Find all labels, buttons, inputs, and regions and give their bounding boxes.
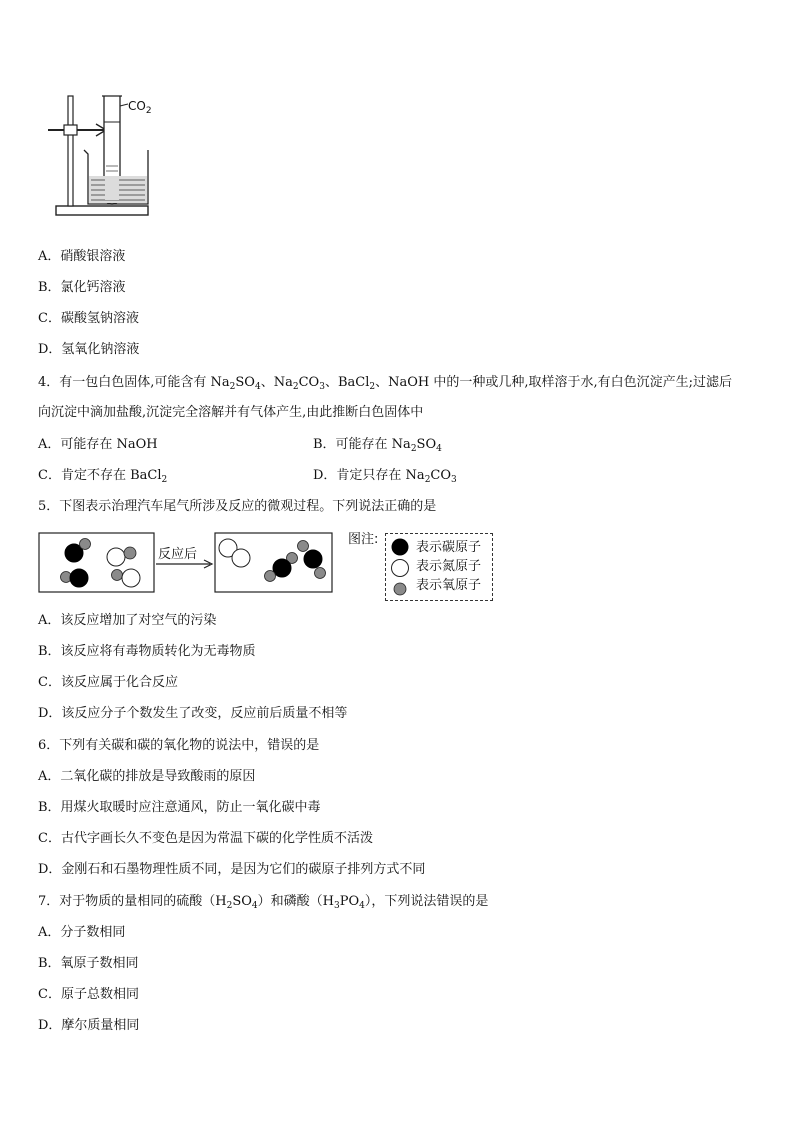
oxygen-atom [265, 571, 276, 582]
co2-label: $CO_2$ [128, 99, 152, 116]
carbon-atom [392, 539, 409, 556]
legend-carbon: 表示碳原子 [416, 540, 482, 555]
q7-option-b: B．氧原子数相同 [38, 956, 139, 971]
q6-option-a: A．二氧化碳的排放是导致酸雨的原因 [38, 769, 256, 784]
q3-option-a: A．硝酸银溶液 [38, 249, 126, 264]
q5-option-a: A．该反应增加了对空气的污染 [38, 613, 217, 628]
q7-option-d: D．摩尔质量相同 [38, 1018, 140, 1033]
oxygen-atom [112, 570, 123, 581]
legend-nitrogen: 表示氮原子 [416, 559, 482, 574]
q6-stem: 6．下列有关碳和碳的氧化物的说法中，错误的是 [38, 738, 320, 753]
nitrogen-atom [122, 569, 140, 587]
legend-title: 图注: [348, 532, 379, 547]
q6-option-c: C．古代字画长久不变色是因为常温下碳的化学性质不活泼 [38, 831, 373, 846]
legend-atoms [385, 533, 415, 599]
q4-option-b: B．可能存在 $Na_2SO_4$ [313, 437, 442, 454]
q4-stem-line1: 4．有一包白色固体,可能含有 $Na_2SO_4$、$Na_2CO_3$、BaCl$_2$、NaOH 中的一种或几种,取样溶于水,有白色沉淀产生;过滤后 [38, 375, 732, 392]
q3-option-b: B．氯化钙溶液 [38, 280, 126, 295]
legend-oxygen: 表示氧原子 [416, 578, 482, 593]
q5-option-c: C．该反应属于化合反应 [38, 675, 178, 690]
oxygen-atom [80, 539, 91, 550]
oxygen-atom [298, 541, 309, 552]
q6-option-b: B．用煤火取暖时应注意通风，防止一氧化碳中毒 [38, 800, 321, 815]
nitrogen-atom [232, 549, 250, 567]
q5-stem: 5．下图表示治理汽车尾气所涉及反应的微观过程。下列说法正确的是 [38, 499, 437, 514]
carbon-atom [304, 550, 322, 568]
q7-stem: 7．对于物质的量相同的硫酸$(H_2SO_4)$和磷酸$(H_3PO_4)$，下列说法错误的是 [38, 894, 489, 911]
oxygen-atom [124, 547, 136, 559]
q3-option-c: C．碳酸氢钠溶液 [38, 311, 139, 326]
q4-option-d: D．肯定只存在 $Na_2CO_3$ [313, 468, 457, 485]
q4-stem-line2: 向沉淀中滴加盐酸,沉淀完全溶解并有气体产生,由此推断白色固体中 [38, 405, 424, 420]
q5-option-b: B．该反应将有毒物质转化为无毒物质 [38, 644, 256, 659]
q7-option-a: A．分子数相同 [38, 925, 126, 940]
oxygen-atom [394, 583, 406, 595]
q3-option-d: D．氢氧化钠溶液 [38, 342, 140, 357]
reaction-diagram [38, 532, 338, 596]
carbon-atom [273, 559, 291, 577]
q4-option-a: A．可能存在 NaOH [38, 437, 158, 452]
q7-option-c: C．原子总数相同 [38, 987, 139, 1002]
q6-option-d: D．金刚石和石墨物理性质不同，是因为它们的碳原子排列方式不同 [38, 862, 426, 877]
nitrogen-atom [107, 548, 125, 566]
carbon-atom [70, 569, 88, 587]
q4-option-c: C．肯定不存在 BaCl$_2$ [38, 468, 168, 485]
oxygen-atom [315, 568, 326, 579]
nitrogen-atom [392, 560, 409, 577]
q5-option-d: D．该反应分子个数发生了改变，反应前后质量不相等 [38, 706, 348, 721]
arrow-label: 反应后 [158, 547, 198, 562]
